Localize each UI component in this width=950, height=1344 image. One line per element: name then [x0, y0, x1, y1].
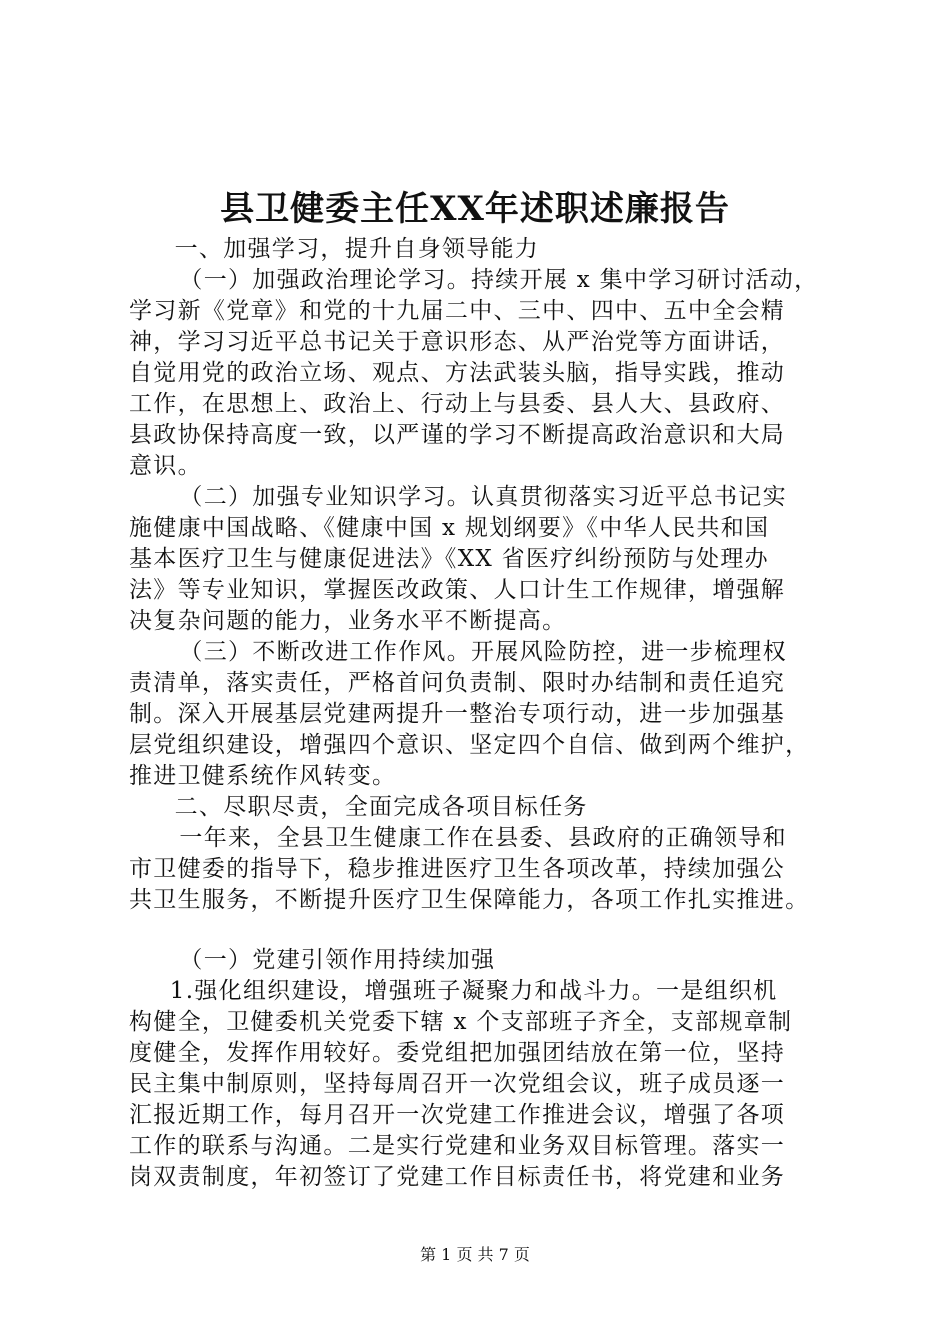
text-line: 责清单，落实责任，严格首问负责制、限时办结制和责任追究: [129, 670, 786, 696]
text-line: 共卫生服务，不断提升医疗卫生保障能力，各项工作扎实推进。: [129, 887, 810, 913]
text-line: 意识。: [129, 453, 202, 479]
document-title: 县卫健委主任XX年述职述廉报告: [220, 189, 730, 229]
text-line: 一年来，全县卫生健康工作在县委、县政府的正确领导和: [179, 825, 787, 851]
text-line: 基本医疗卫生与健康促进法》《XX 省医疗纠纷预防与处理办: [129, 546, 769, 572]
text-line: 学习新《党章》和党的十九届二中、三中、四中、五中全会精: [129, 298, 786, 324]
text-line: 神，学习习近平总书记关于意识形态、从严治党等方面讲话，: [129, 329, 786, 355]
text-line: 自觉用党的政治立场、观点、方法武装头脑，指导实践，推动: [129, 360, 786, 386]
document-body: [129, 234, 854, 1193]
text-line: 施健康中国战略、《健康中国 x 规划纲要》《中华人民共和国: [129, 515, 770, 541]
text-line: 工作，在思想上、政治上、行动上与县委、县人大、县政府、: [129, 391, 786, 417]
text-line: 工作的联系与沟通。二是实行党建和业务双目标管理。落实一: [129, 1133, 786, 1159]
text-line: 县政协保持高度一致，以严谨的学习不断提高政治意识和大局: [129, 422, 786, 448]
text-line: 市卫健委的指导下，稳步推进医疗卫生各项改革，持续加强公: [129, 856, 786, 882]
text-line: （一）加强政治理论学习。持续开展 x 集中学习研讨活动，: [179, 267, 819, 293]
text-line: 层党组织建设，增强四个意识、坚定四个自信、做到两个维护，: [129, 732, 810, 758]
text-line: 构健全，卫健委机关党委下辖 x 个支部班子齐全，支部规章制: [129, 1009, 793, 1035]
text-line: 二、尽职尽责，全面完成各项目标任务: [174, 794, 588, 820]
text-line: 民主集中制原则，坚持每周召开一次党组会议，班子成员逐一: [129, 1071, 786, 1097]
text-line: （二）加强专业知识学习。认真贯彻落实习近平总书记实: [179, 484, 787, 510]
text-line: 制。深入开展基层党建两提升一整治专项行动，进一步加强基: [129, 701, 786, 727]
text-line: 1.强化组织建设，增强班子凝聚力和战斗力。一是组织机: [169, 978, 778, 1004]
page-footer: 第 1 页 共 7 页: [420, 1245, 530, 1264]
text-line: 法》等专业知识，掌握医改政策、人口计生工作规律，增强解: [129, 577, 786, 603]
text-line: 岗双责制度，年初签订了党建工作目标责任书，将党建和业务: [129, 1164, 786, 1190]
text-line: 度健全，发挥作用较好。委党组把加强团结放在第一位，坚持: [129, 1040, 786, 1066]
text-line: 决复杂问题的能力，业务水平不断提高。: [129, 608, 567, 634]
text-line: （一）党建引领作用持续加强: [179, 947, 496, 973]
text-line: 一、加强学习，提升自身领导能力: [174, 236, 540, 262]
text-line: 推进卫健系统作风转变。: [129, 763, 397, 789]
text-line: 汇报近期工作，每月召开一次党建工作推进会议，增强了各项: [129, 1102, 786, 1128]
text-line: （三）不断改进工作作风。开展风险防控，进一步梳理权: [179, 639, 787, 665]
